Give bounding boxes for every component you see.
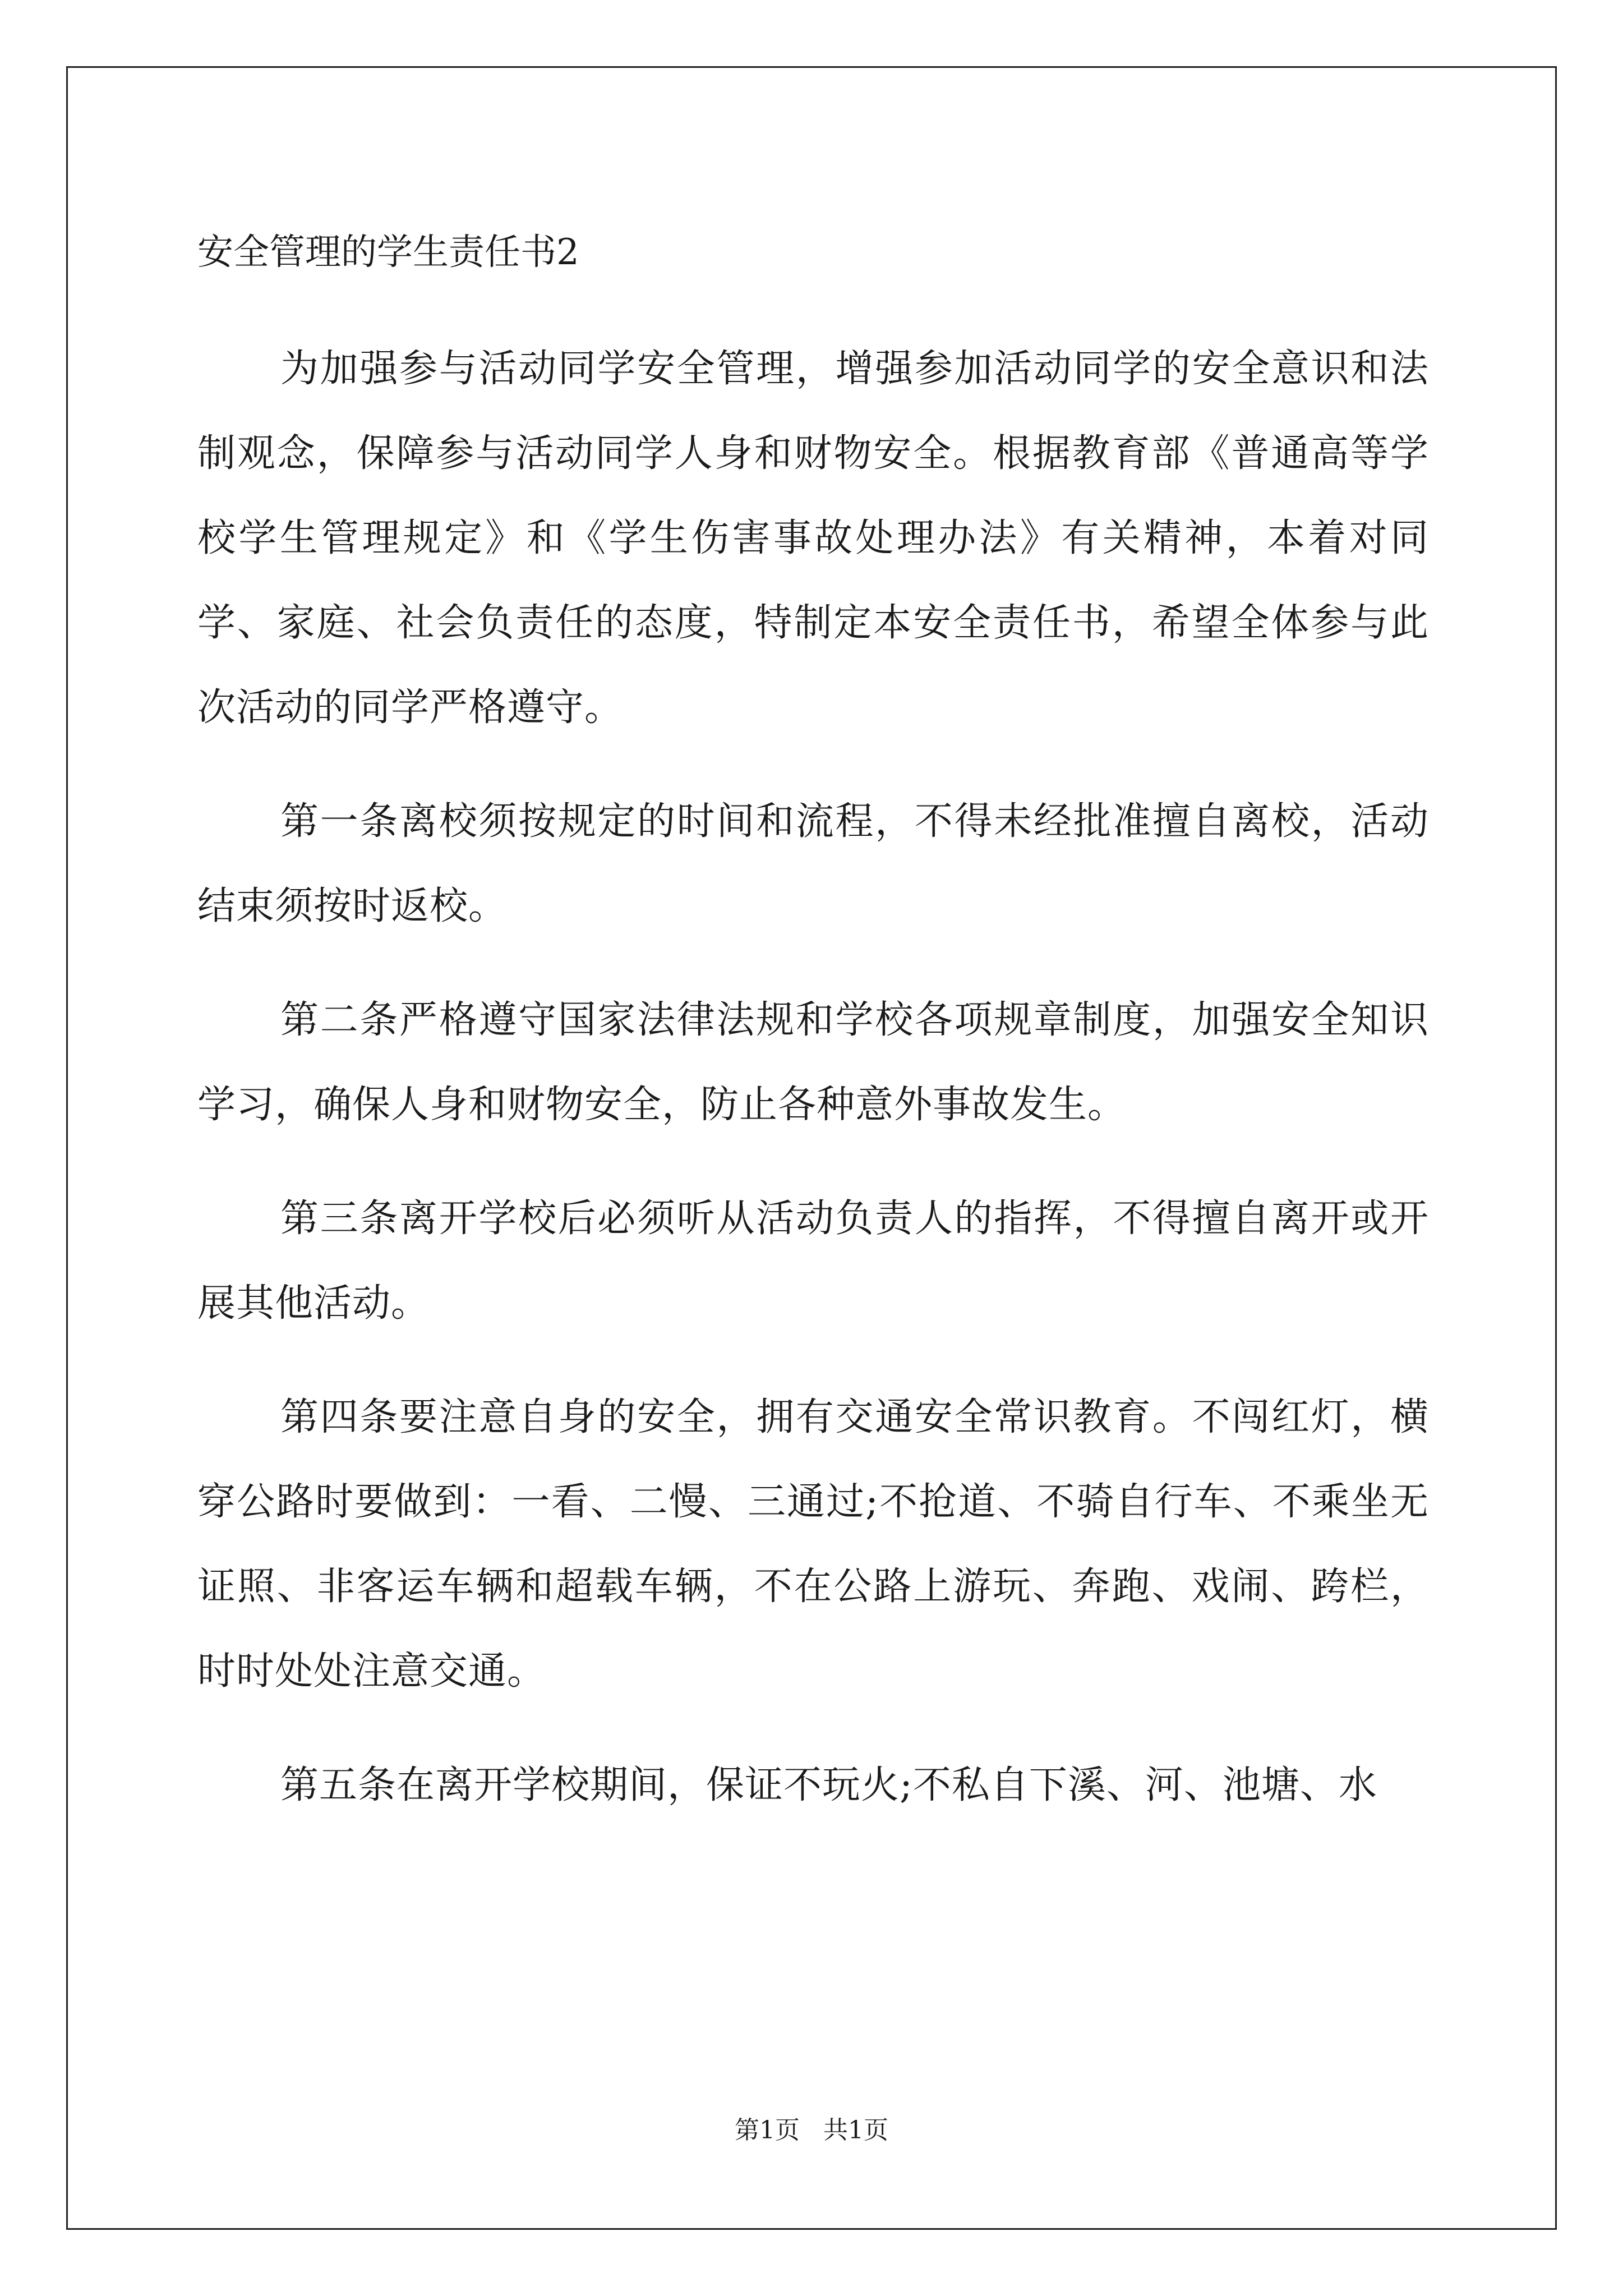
paragraph-article-1: 第一条离校须按规定的时间和流程，不得未经批准擅自离校，活动结束须按时返校。: [197, 799, 1429, 928]
paragraph-article-2: 第二条严格遵守国家法律法规和学校各项规章制度，加强安全知识学习，确保人身和财物安全，防止各种意外事故发生。: [197, 998, 1429, 1127]
page-footer: 第1页 共1页: [735, 2116, 888, 2145]
paragraph-article-5: 第五条在离开学校期间，保证不玩火;不私自下溪、河、池塘、水: [280, 1763, 1377, 1807]
document-title: 安全管理的学生责任书2: [197, 232, 579, 273]
paragraph-intro: 为加强参与活动同学安全管理，增强参加活动同学的安全意识和法制观念，保障参与活动同学人身和财物安全。根据教育部《普通高等学校学生管理规定》和《学生伤害事故处理办法》有关精神，本着对同学、家庭、社会负责任的态度，特制定本安全责任书，希望全体参与此次活动的同学严格遵守。: [197, 347, 1429, 730]
paragraph-article-4: 第四条要注意自身的安全，拥有交通安全常识教育。不闯红灯，横穿公路时要做到：一看、二慢、三通过;不抢道、不骑自行车、不乘坐无证照、非客运车辆和超载车辆，不在公路上游玩、奔跑、戏闹、跨栏，时时处处注意交通。: [197, 1395, 1429, 1694]
document-body: [197, 326, 1429, 1857]
paragraph-article-3: 第三条离开学校后必须听从活动负责人的指挥，不得擅自离开或开展其他活动。: [197, 1197, 1429, 1326]
